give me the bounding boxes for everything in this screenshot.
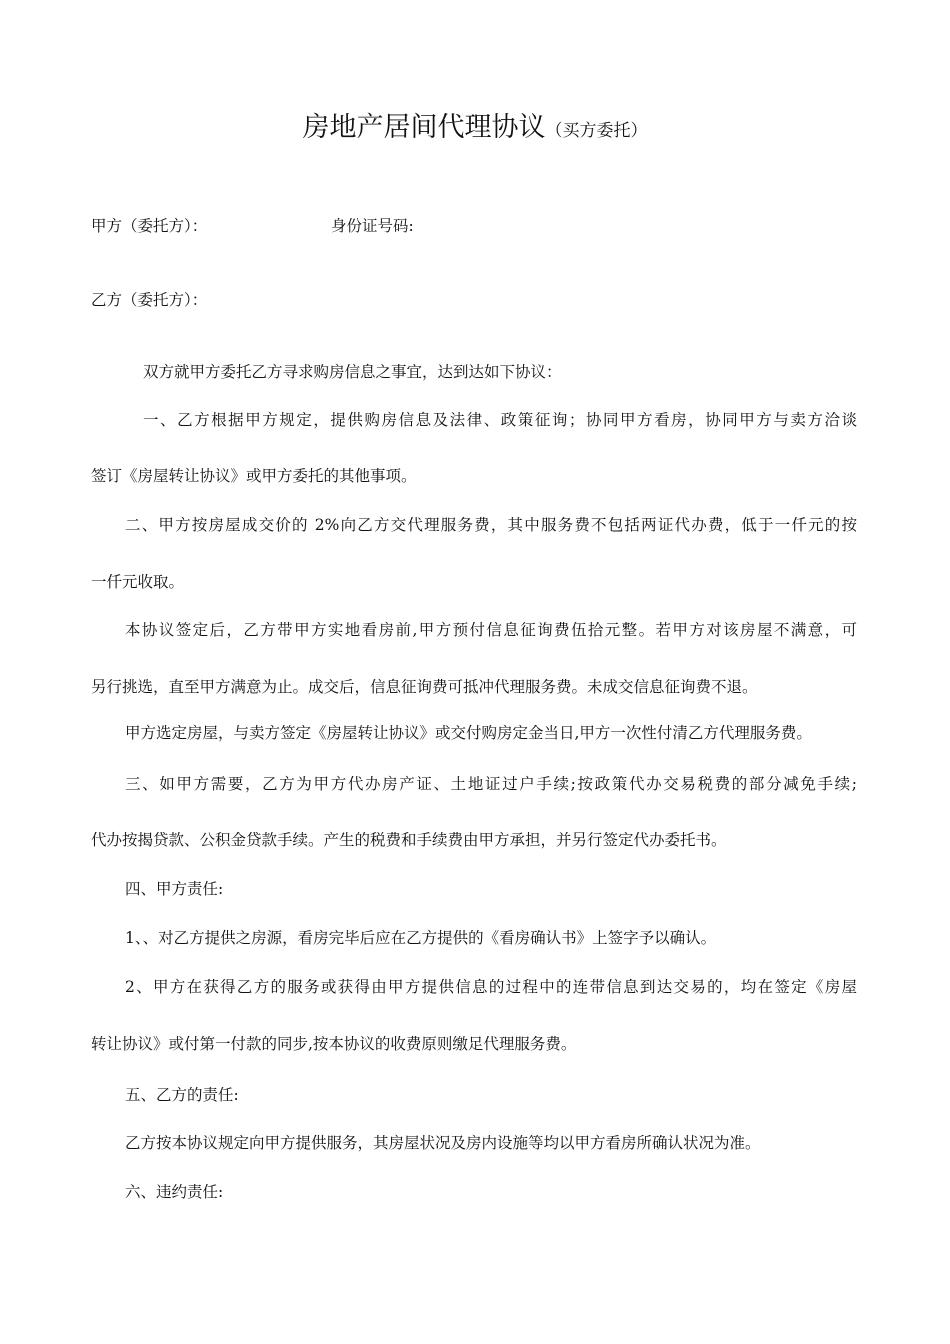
title-subtitle: （买方委托） [545,121,648,141]
party-a-label: 甲方（委托方）： [91,217,208,235]
clause-3-line-1: 三、如甲方需要，乙方为甲方代办房产证、土地证过户手续;按政策代办交易税费的部分减免手续; [125,775,857,793]
clause-2c: 甲方选定房屋，与卖方签定《房屋转让协议》或交付购房定金当日,甲方一次性付清乙方代理服务费。 [125,724,812,742]
party-b-label: 乙方（委托方）： [91,291,208,309]
clause-2-line-1: 二、甲方按房屋成交价的 2%向乙方交代理服务费，其中服务费不包括两证代办费，低于一仟元的按 [125,516,857,534]
clause-2-line-2: 一仟元收取。 [91,573,185,591]
clause-4-item-1: 1、、对乙方提供之房源，看房完毕后应在乙方提供的《看房确认书》上签字予以确认。 [125,929,717,947]
id-number-label: 身份证号码: [331,217,414,235]
clause-1-line-1: 一、乙方根据甲方规定，提供购房信息及法律、政策征询；协同甲方看房，协同甲方与卖方洽谈 [143,411,857,429]
clause-4-title: 四、甲方责任: [125,880,224,898]
clause-5-title: 五、乙方的责任: [125,1086,239,1104]
clause-2b-line-2: 另行挑选，直至甲方满意为止。成交后，信息征询费可抵冲代理服务费。未成交信息征询费不退。 [91,678,758,696]
intro-paragraph: 双方就甲方委托乙方寻求购房信息之事宜，达到达如下协议： [143,363,562,381]
document-title [0,105,950,144]
clause-5-item-1: 乙方按本协议规定向甲方提供服务，其房屋状况及房内设施等均以甲方看房所确认状况为准。 [125,1134,761,1152]
clause-2b-line-1: 本协议签定后，乙方带甲方实地看房前,甲方预付信息征询费伍拾元整。若甲方对该房屋不满意，可 [125,621,857,639]
clause-4-item-2-line-1: 2、甲方在获得乙方的服务或获得由甲方提供信息的过程中的连带信息到达交易的，均在签定《房屋 [125,978,857,996]
clause-1-line-2: 签订《房屋转让协议》或甲方委托的其他事项。 [91,467,417,485]
clause-3-line-2: 代办按揭贷款、公积金贷款手续。产生的税费和手续费由甲方承担，并另行签定代办委托书。 [91,831,727,849]
clause-6-title: 六、违约责任: [125,1183,224,1201]
clause-4-item-2-line-2: 转让协议》或付第一付款的同步,按本协议的收费原则缴足代理服务费。 [91,1035,577,1053]
title-main: 房地产居间代理协议 [302,112,546,143]
